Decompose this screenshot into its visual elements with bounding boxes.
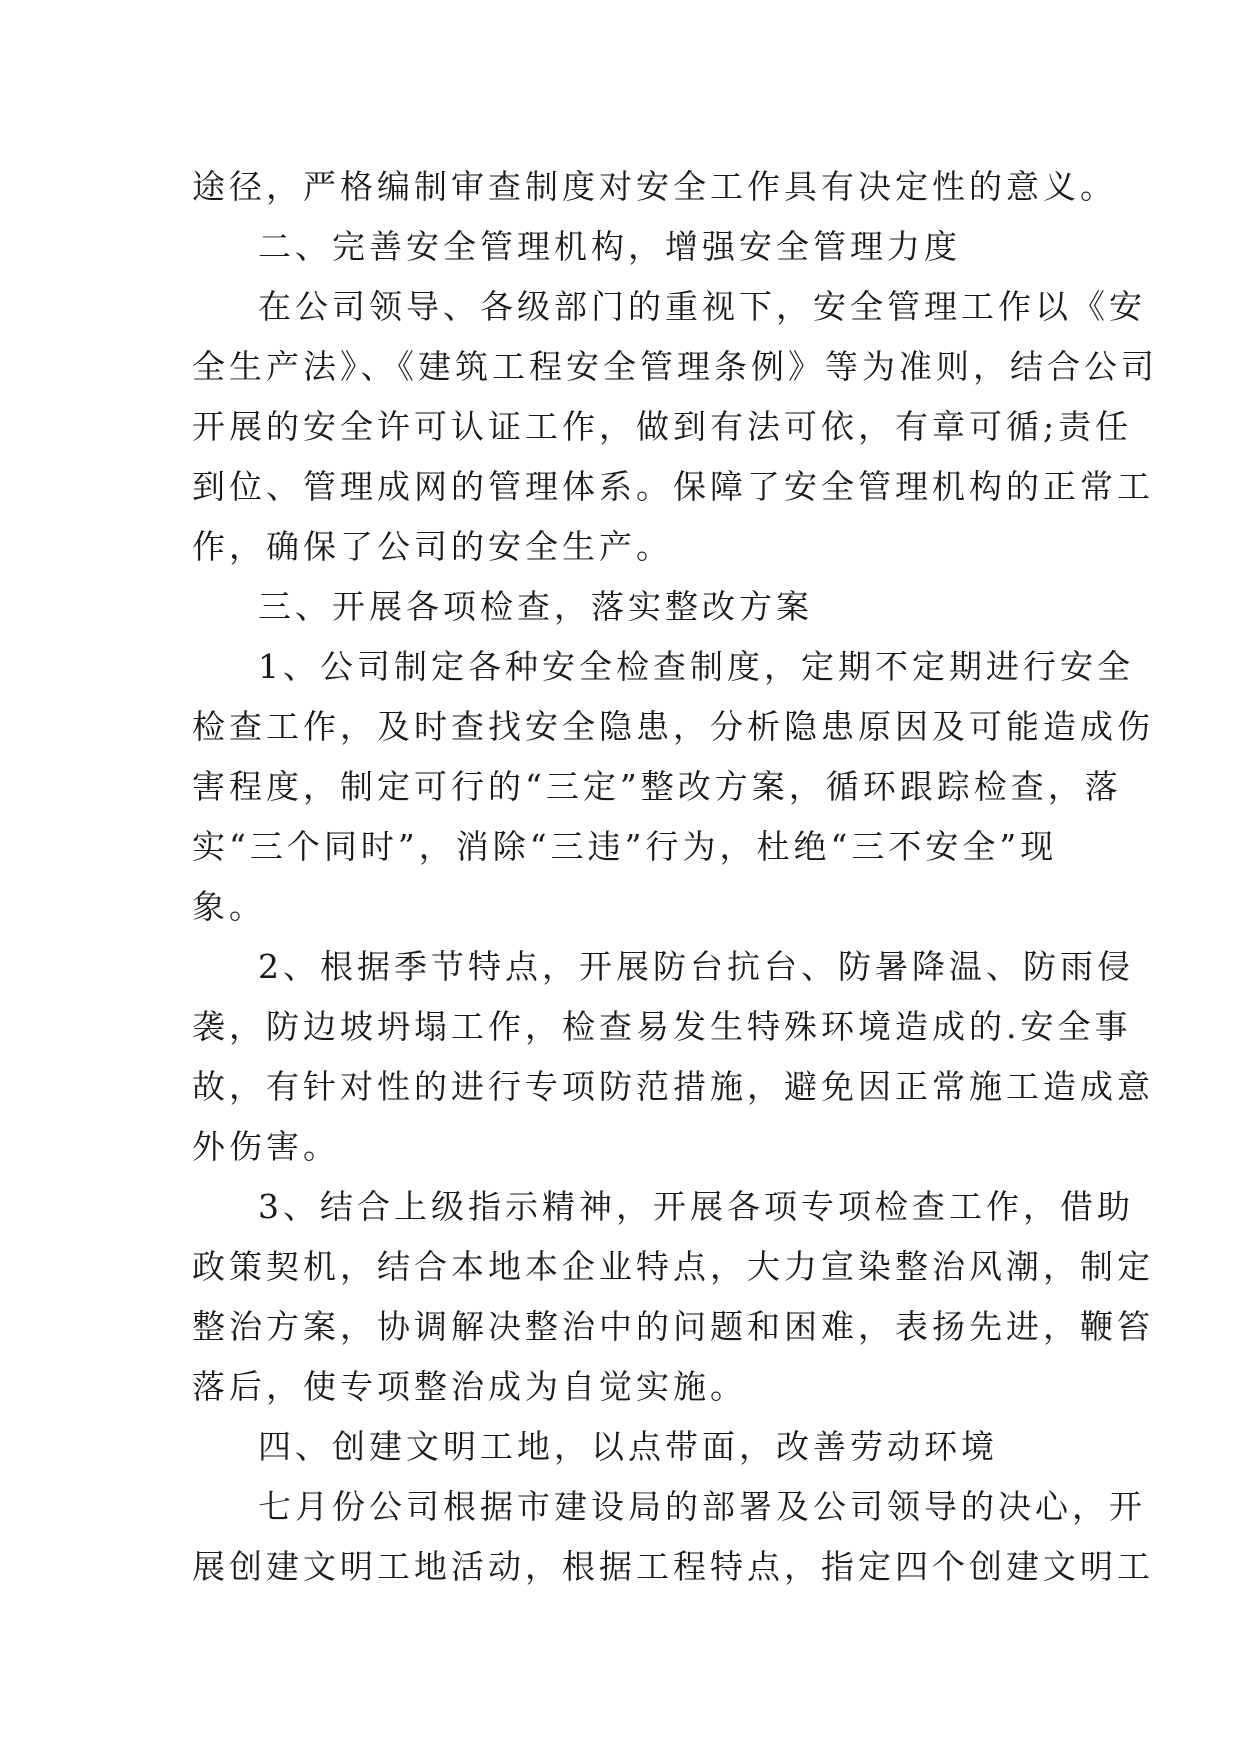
text-line: 3、结合上级指示精神，开展各项专项检查工作，借助 xyxy=(258,1187,1134,1226)
text-line: 1、公司制定各种安全检查制度，定期不定期进行安全 xyxy=(258,647,1134,686)
text-line: 二、完善安全管理机构，增强安全管理力度 xyxy=(258,227,961,266)
text-line: 三、开展各项检查，落实整改方案 xyxy=(258,587,813,626)
text-line: 四、创建文明工地，以点带面，改善劳动环境 xyxy=(258,1427,998,1466)
text-line: 作，确保了公司的安全生产。 xyxy=(192,527,673,566)
text-line: 象。 xyxy=(192,887,266,926)
text-line: 检查工作，及时查找安全隐患，分析隐患原因及可能造成伤 xyxy=(192,707,1154,746)
text-line: 开展的安全许可认证工作，做到有法可依，有章可循;责任 xyxy=(192,407,1133,446)
text-line: 到位、管理成网的管理体系。保障了安全管理机构的正常工 xyxy=(192,467,1154,506)
text-line: 2、根据季节特点，开展防台抗台、防暑降温、防雨侵 xyxy=(258,947,1134,986)
text-line: 袭，防边坡坍塌工作，检查易发生特殊环境造成的.安全事 xyxy=(192,1007,1132,1046)
text-line: 七月份公司根据市建设局的部署及公司领导的决心，开 xyxy=(258,1487,1146,1526)
text-line: 落后，使专项整治成为自觉实施。 xyxy=(192,1367,747,1406)
document-body xyxy=(192,157,1158,1597)
text-line: 政策契机，结合本地本企业特点，大力宣染整治风潮，制定 xyxy=(192,1247,1154,1286)
text-line: 故，有针对性的进行专项防范措施，避免因正常施工造成意 xyxy=(192,1067,1154,1106)
text-line: 在公司领导、各级部门的重视下，安全管理工作以《安 xyxy=(258,287,1146,326)
text-line: 整治方案，协调解决整治中的问题和困难，表扬先进，鞭笞 xyxy=(192,1307,1154,1346)
text-line: 外伤害。 xyxy=(192,1127,340,1166)
text-line: 途径，严格编制审查制度对安全工作具有决定性的意义。 xyxy=(192,167,1117,206)
text-line: 害程度，制定可行的“三定”整改方案，循环跟踪检查，落 xyxy=(192,767,1122,806)
text-line: 展创建文明工地活动，根据工程特点，指定四个创建文明工 xyxy=(192,1547,1154,1586)
text-line: 全生产法》、《建筑工程安全管理条例》等为准则，结合公司 xyxy=(192,347,1158,386)
text-line: 实“三个同时”，消除“三违”行为，杜绝“三不安全”现 xyxy=(192,827,1058,866)
